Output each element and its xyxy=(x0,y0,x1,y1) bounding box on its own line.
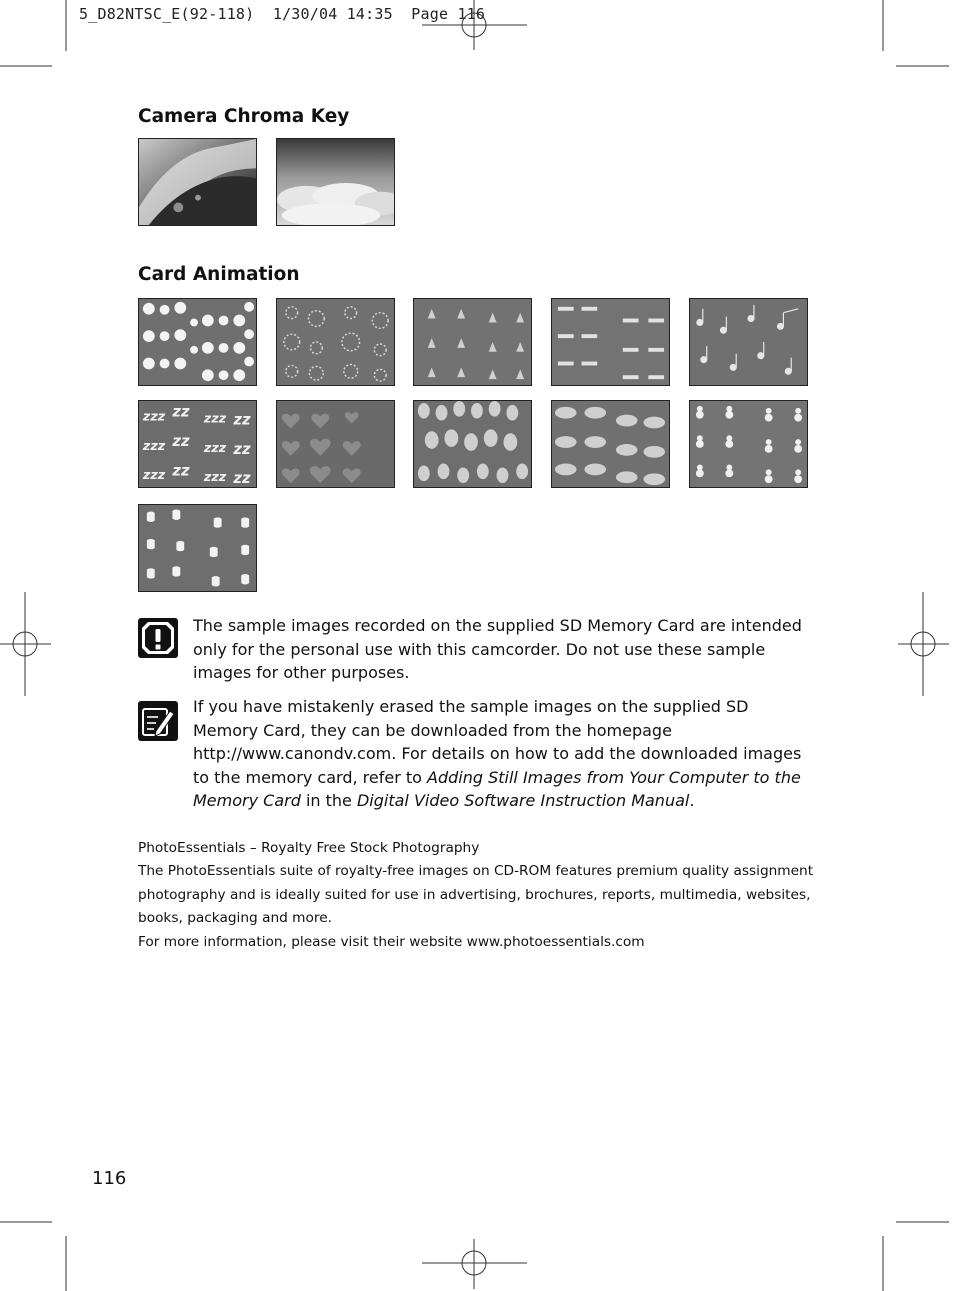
credits-website-line: For more information, please visit their website www.photoessentials.com xyxy=(138,933,645,950)
caution-note-text: The sample images recorded on the supplied SD Memory Card are intended only for the personal use with this camcorder. Do not use these sample images for other purposes. xyxy=(193,616,802,682)
svg-text:zzz: zzz xyxy=(203,411,227,427)
registration-mark-top xyxy=(422,0,527,50)
svg-text:zzz: zzz xyxy=(203,440,227,456)
memo-emphasis-2: Digital Video Software Instruction Manual xyxy=(356,791,690,810)
card-animation-hearts-image xyxy=(276,400,395,488)
card-animation-music-notes-image xyxy=(689,298,808,386)
svg-text:zz: zz xyxy=(172,403,190,421)
card-animation-flowers-image xyxy=(138,298,257,386)
credits-line: photography and is ideally suited for use in advertising, brochures, reports, multimedia, websites, xyxy=(138,886,811,903)
card-animation-butterflies-image xyxy=(138,504,257,592)
svg-text:zzz: zzz xyxy=(142,468,166,484)
credits-line: The PhotoEssentials suite of royalty-free images on CD-ROM features premium quality assignment xyxy=(138,863,814,880)
photo-credits xyxy=(138,837,828,954)
card-animation-heading: Card Animation xyxy=(138,264,300,285)
svg-text:zz: zz xyxy=(172,462,190,480)
memo-text-3: . xyxy=(689,791,695,810)
memo-text-1: If you have mistakenly erased the sample images on the supplied SD Memory Card, they can be downloaded from the homepage http://www.canondv.com. For details on how to add the downloaded images to the memory card, refer to xyxy=(193,697,802,787)
svg-text:zzz: zzz xyxy=(142,438,166,454)
svg-text:zz: zz xyxy=(233,411,251,429)
memo-text-2: in the xyxy=(300,791,357,810)
registration-mark-left xyxy=(0,592,51,696)
caution-icon xyxy=(138,618,178,658)
svg-text:zz: zz xyxy=(233,470,251,487)
svg-text:zzz: zzz xyxy=(142,409,166,425)
page-number: 116 xyxy=(92,1168,127,1189)
registration-mark-bottom xyxy=(422,1239,527,1289)
card-animation-zzz-image xyxy=(138,400,257,488)
credits-line: books, packaging and more. xyxy=(138,910,332,927)
card-animation-balloons-image xyxy=(413,400,532,488)
card-animation-snowmen-image xyxy=(689,400,808,488)
card-animation-rockets-image xyxy=(413,298,532,386)
svg-text:zzz: zzz xyxy=(203,470,227,486)
card-animation-airplanes-image xyxy=(551,298,670,386)
card-animation-fireworks-image xyxy=(276,298,395,386)
memo-emphasis-1: Adding Still Images from Your Computer to the Memory Card xyxy=(193,767,801,810)
chroma-key-wave-image xyxy=(138,138,257,226)
print-header: 5_D82NTSC_E(92-118) 1/30/04 14:35 Page 116 xyxy=(79,5,486,23)
memo-note-text xyxy=(193,695,818,813)
chroma-key-heading: Camera Chroma Key xyxy=(138,106,350,127)
chroma-key-clouds-image xyxy=(276,138,395,226)
card-animation-pigs-image xyxy=(551,400,670,488)
memo-icon xyxy=(138,701,178,741)
svg-text:zz: zz xyxy=(233,440,251,458)
credits-title: PhotoEssentials – Royalty Free Stock Photography xyxy=(138,840,480,856)
registration-mark-right xyxy=(898,592,949,696)
svg-text:zz: zz xyxy=(172,432,190,450)
